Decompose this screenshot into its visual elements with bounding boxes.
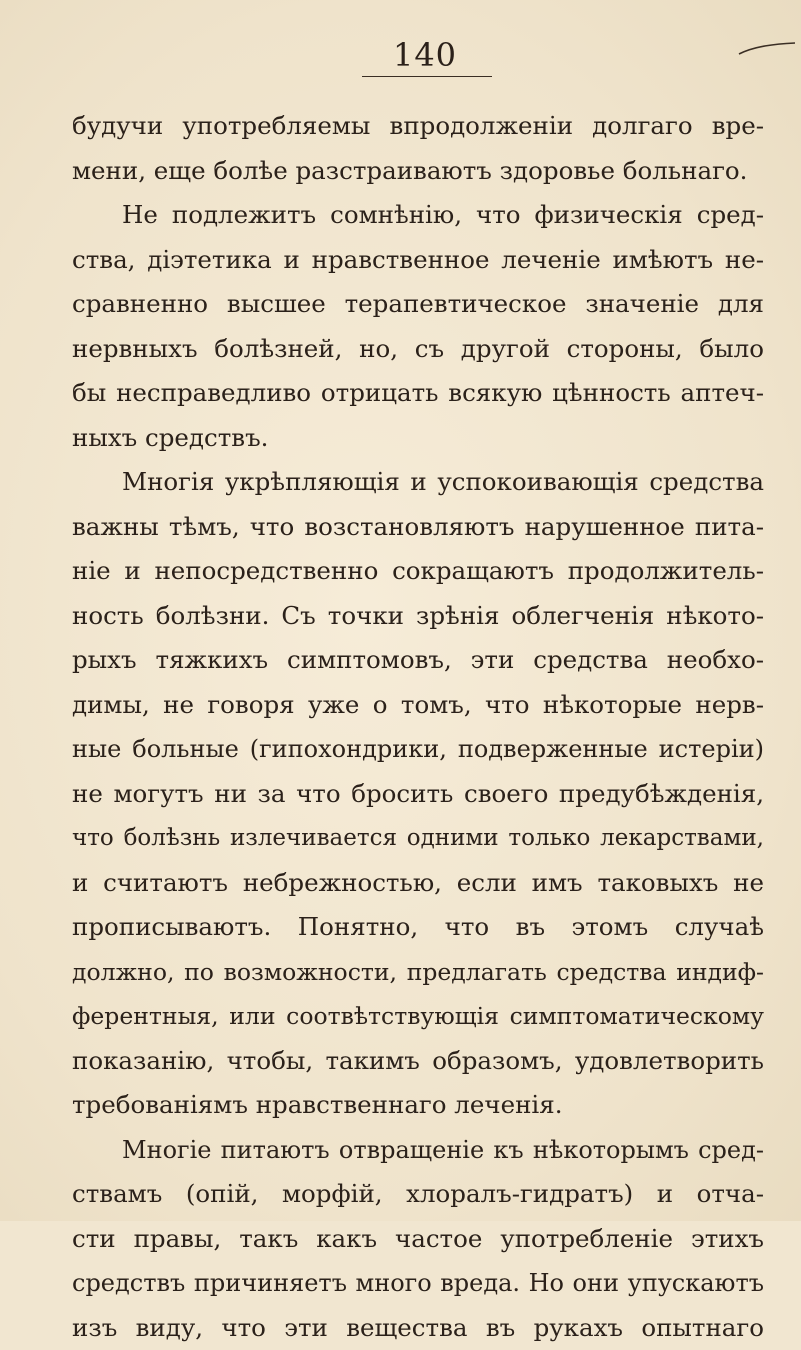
text-line: должно, по возможности, предлагать средства индиф-	[72, 950, 764, 995]
text-line: ніе и непосредственно сокращаютъ продолжитель-	[72, 549, 764, 594]
text-line: средствъ причиняетъ много вреда. Но они упускаютъ	[72, 1261, 764, 1306]
text-line: ныхъ средствъ.	[72, 416, 764, 461]
text-line: Многія укрѣпляющія и успокоивающія средства	[72, 460, 764, 505]
text-line: важны тѣмъ, что возстановляютъ нарушенное пита-	[72, 505, 764, 550]
text-line: ные больные (гипохондрики, подверженные истеріи)	[72, 727, 764, 772]
text-line: Многіе питаютъ отвращеніе къ нѣкоторымъ сред-	[72, 1128, 764, 1173]
text-line: требованіямъ нравственнаго леченія.	[72, 1083, 764, 1128]
text-line: нервныхъ болѣзней, но, съ другой стороны, было	[72, 327, 764, 372]
text-line: димы, не говоря уже о томъ, что нѣкоторые нерв-	[72, 683, 764, 728]
text-line: рыхъ тяжкихъ симптомовъ, эти средства необхо-	[72, 638, 764, 683]
text-line: будучи употребляемы впродолженіи долгаго вре-	[72, 104, 764, 149]
text-line: сти правы, такъ какъ частое употребленіе этихъ	[72, 1217, 764, 1262]
text-line: бы несправедливо отрицать всякую цѣнность аптеч-	[72, 371, 764, 416]
text-line: ства, діэтетика и нравственное леченіе имѣютъ не-	[72, 238, 764, 283]
text-line: ность болѣзни. Съ точки зрѣнія облегченія нѣкото-	[72, 594, 764, 639]
text-line: ферентныя, или соотвѣтствующія симптоматическому	[72, 994, 764, 1039]
text-line: не могутъ ни за что бросить своего предубѣжденія,	[72, 772, 764, 817]
text-line: ствамъ (опій, морфій, хлоралъ-гидратъ) и отча-	[72, 1172, 764, 1217]
text-line: сравненно высшее терапевтическое значеніе для	[72, 282, 764, 327]
page-number: 140	[360, 36, 490, 74]
text-line: изъ виду, что эти вещества въ рукахъ опытнаго	[72, 1306, 764, 1350]
body-text	[72, 104, 764, 1350]
page-number-rule	[362, 76, 492, 77]
text-line: показанію, чтобы, такимъ образомъ, удовлетворить	[72, 1039, 764, 1084]
text-line: Не подлежитъ сомнѣнію, что физическія сред-	[72, 193, 764, 238]
text-line: прописываютъ. Понятно, что въ этомъ случаѣ	[72, 905, 764, 950]
text-line: и считаютъ небрежностью, если имъ таковыхъ не	[72, 861, 764, 906]
text-line: что болѣзнь излечивается одними только лекарствами,	[72, 816, 764, 861]
text-line: мени, еще болѣе разстраиваютъ здоровье больнаго.	[72, 149, 764, 194]
pencil-mark	[737, 40, 797, 60]
